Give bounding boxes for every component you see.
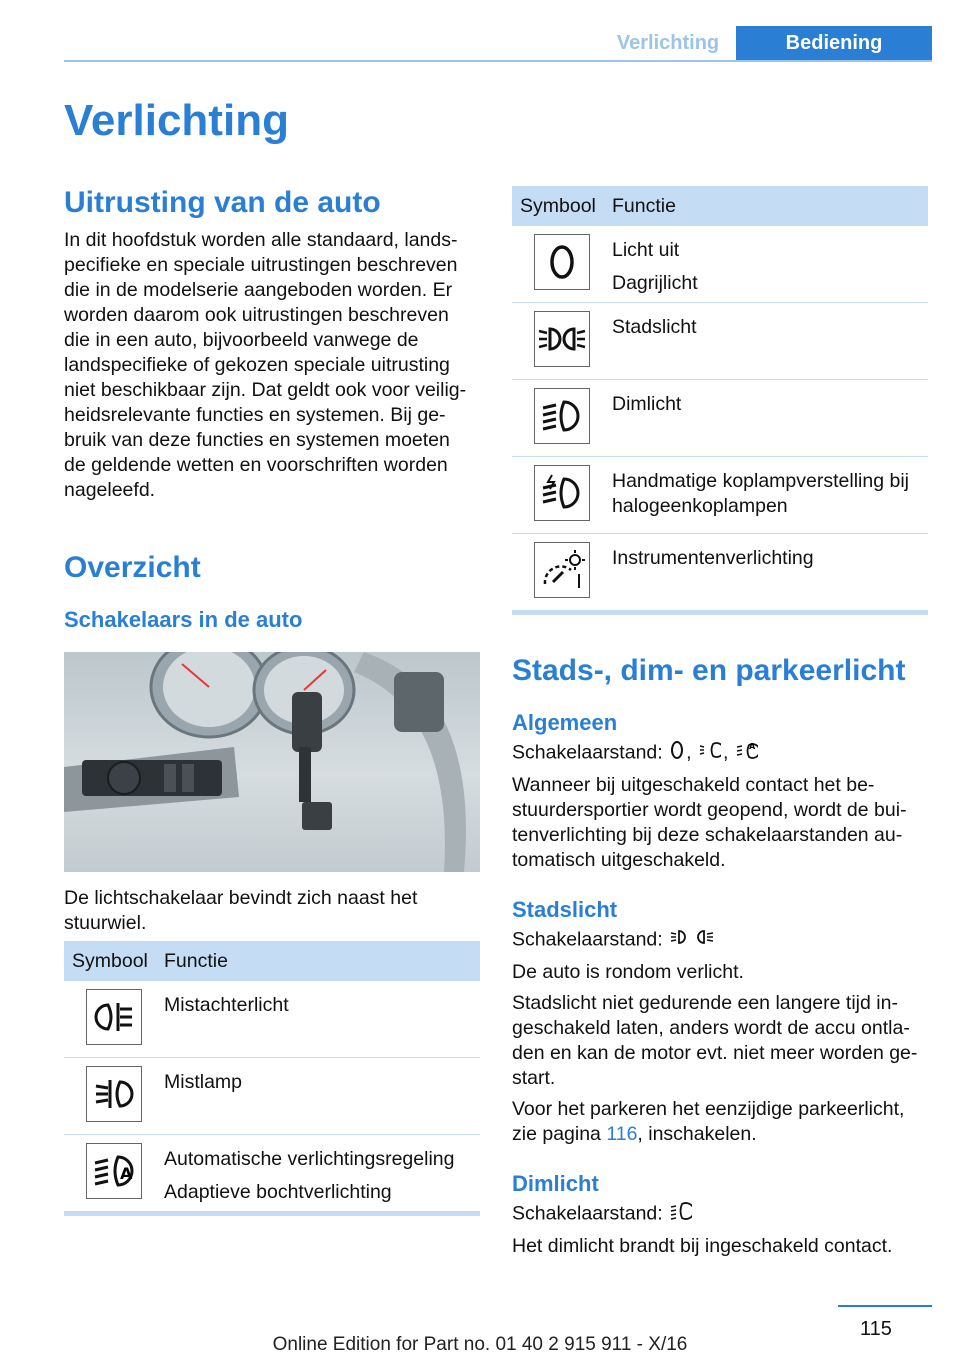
light-switch-photo — [64, 652, 480, 872]
table-bottom-rule — [512, 610, 928, 615]
table-header — [512, 186, 928, 226]
parking-text-2: Stadslicht niet gedurende een langere tijd ingeschakeld laten, anders wordt de accu ontladen en kan de motor evt. niet meer worden gestart. — [512, 992, 918, 1089]
table-row — [512, 457, 928, 534]
zero-position-icon — [670, 740, 684, 767]
subsection-title-general: Algemeen — [512, 710, 618, 735]
general-switch-position: Schakelaarstand: , , A — [512, 740, 932, 767]
right-column-text — [512, 654, 932, 1259]
footer-edition: Online Edition for Part no. 01 40 2 915 911 - X/16 — [272, 1334, 688, 1355]
low-beam-icon — [534, 388, 590, 444]
function-text: Automatische verlichtingsregeling — [164, 1148, 455, 1170]
rear-fog-light-icon — [86, 989, 142, 1045]
function-text: Licht uit — [612, 239, 680, 261]
lowbeam-text: Het dimlicht brandt bij ingeschakeld contact. — [512, 1235, 893, 1257]
parking-light-icon — [670, 927, 714, 954]
function-text: Dagrijlicht — [612, 272, 698, 294]
header-rule — [64, 60, 932, 62]
header-tab-verlichting[interactable]: Verlichting — [616, 32, 720, 54]
function-text: Dimlicht — [612, 393, 682, 415]
left-column — [64, 186, 480, 633]
function-text: Stadslicht — [612, 316, 697, 338]
table-row — [64, 1135, 480, 1211]
fog-lamp-icon — [86, 1066, 142, 1122]
parking-light-icon — [699, 740, 721, 767]
table-row — [512, 303, 928, 380]
parking-switch-position — [512, 927, 932, 954]
switch-position-label: Schakelaarstand: — [512, 1202, 663, 1225]
function-text: Handmatige koplampverstelling bij halogeenkoplampen — [612, 470, 909, 517]
equipment-text: In dit hoofdstuk worden alle standaard, landspecifieke en speciale uitrustingen beschreven die in de modelserie aangeboden worden. Er worden daarom ook uitrustingen beschreven die in een auto, bijvoorbeeld vanwege de landspecifieke of gekozen speciale uitrusting niet beschikbaar zijn. Dat geldt ook voor veiligheidsrelevante functies en systemen. Bij gebruik van deze functies en systemen moeten de geldende wetten en voorschriften worden nageleefd. — [64, 229, 467, 501]
table-row — [64, 1058, 480, 1135]
zero-position-icon — [534, 234, 590, 290]
table-row — [64, 981, 480, 1058]
parking-light-icon — [534, 311, 590, 367]
header-tab-bediening[interactable]: Bediening — [736, 26, 932, 62]
page-title: Verlichting — [64, 96, 289, 145]
right-symbol-table — [512, 186, 928, 615]
parking-text-1: De auto is rondom verlicht. — [512, 961, 744, 983]
col-function-header: Functie — [164, 949, 228, 972]
svg-text:A: A — [120, 1164, 133, 1183]
photo-caption: De lichtschakelaar bevindt zich naast het stuurwiel. — [64, 887, 418, 934]
function-text: Mistachterlicht — [164, 994, 289, 1016]
section-title-lights: Stads-, dim- en parkeerlicht — [512, 654, 906, 687]
low-beam-icon — [670, 1201, 692, 1228]
table-row — [512, 534, 928, 610]
function-text: Instrumentenverlichting — [612, 547, 814, 569]
left-symbol-table — [64, 941, 480, 1216]
page-link-116[interactable]: 116 — [606, 1123, 638, 1145]
table-row — [512, 226, 928, 303]
section-title-equipment: Uitrusting van de auto — [64, 186, 381, 219]
auto-headlight-icon — [86, 1143, 142, 1199]
subsection-title-parking-light: Stadslicht — [512, 897, 618, 922]
section-title-overview: Overzicht — [64, 551, 201, 584]
parking-text-3-post: , inschakelen. — [637, 1123, 757, 1145]
table-header — [64, 941, 480, 981]
parking-text-3 — [512, 1097, 932, 1147]
col-symbol-header: Symbool — [520, 194, 596, 217]
table-bottom-rule — [64, 1211, 480, 1216]
subsection-title-low-beam: Dimlicht — [512, 1171, 599, 1196]
footer-rule — [838, 1305, 932, 1307]
section-title-switches: Schakelaars in de auto — [64, 607, 303, 632]
function-text: Mistlamp — [164, 1071, 243, 1093]
auto-headlight-icon — [736, 740, 758, 767]
parking-text-3-pre: Voor het parkeren het eenzijdige parkeerlicht, zie pagina — [512, 1098, 905, 1145]
col-function-header: Functie — [612, 194, 676, 217]
switch-position-label: Schakelaarstand: — [512, 928, 663, 951]
svg-text:A: A — [748, 742, 755, 751]
photo-caption-block — [64, 886, 480, 936]
headlight-range-icon — [534, 465, 590, 521]
instrument-lighting-icon — [534, 542, 590, 598]
function-text: Adaptieve bochtverlichting — [164, 1181, 392, 1203]
page-number: 115 — [860, 1318, 892, 1340]
table-row — [512, 380, 928, 457]
switch-position-label: Schakelaarstand: — [512, 741, 663, 764]
general-text: Wanneer bij uitgeschakeld contact het bestuurdersportier wordt geopend, wordt de buitenverlichting bij deze schakelaarstanden automatisch uitgeschakeld. — [512, 774, 907, 871]
col-symbol-header: Symbool — [72, 949, 148, 972]
dashboard-illustration — [64, 652, 480, 872]
lowbeam-switch-position — [512, 1201, 932, 1228]
